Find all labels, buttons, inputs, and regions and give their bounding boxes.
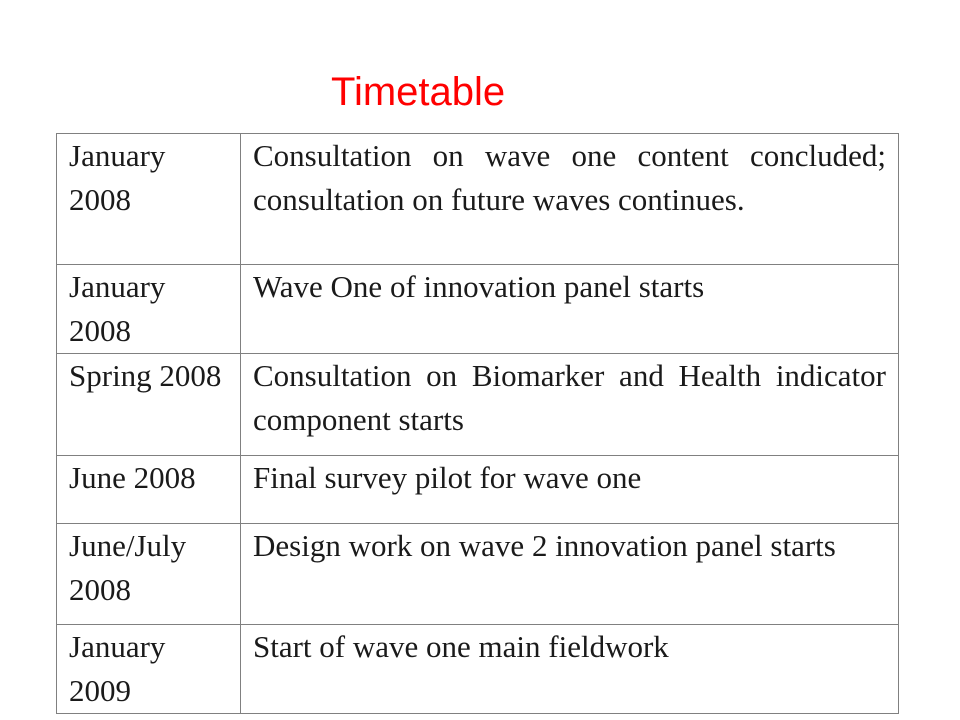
slide-title: Timetable: [331, 70, 506, 114]
date-cell: January 2008: [57, 265, 241, 354]
timetable-table: [56, 133, 899, 714]
event-cell: Design work on wave 2 innovation panel starts: [241, 524, 899, 625]
event-cell: Consultation on wave one content concluded; consultation on future waves continues.: [241, 134, 899, 265]
date-cell: June/July 2008: [57, 524, 241, 625]
date-cell: June 2008: [57, 456, 241, 524]
table-row: [57, 625, 899, 714]
table-row: [57, 524, 899, 625]
date-cell: Spring 2008: [57, 354, 241, 456]
table-row: [57, 265, 899, 354]
date-cell: January 2009: [57, 625, 241, 714]
event-cell: Wave One of innovation panel starts: [241, 265, 899, 354]
table-row: [57, 134, 899, 265]
event-cell: Start of wave one main fieldwork: [241, 625, 899, 714]
table-row: [57, 456, 899, 524]
event-cell: Consultation on Biomarker and Health indicator component starts: [241, 354, 899, 456]
date-cell: January 2008: [57, 134, 241, 265]
table-row: [57, 354, 899, 456]
event-cell: Final survey pilot for wave one: [241, 456, 899, 524]
